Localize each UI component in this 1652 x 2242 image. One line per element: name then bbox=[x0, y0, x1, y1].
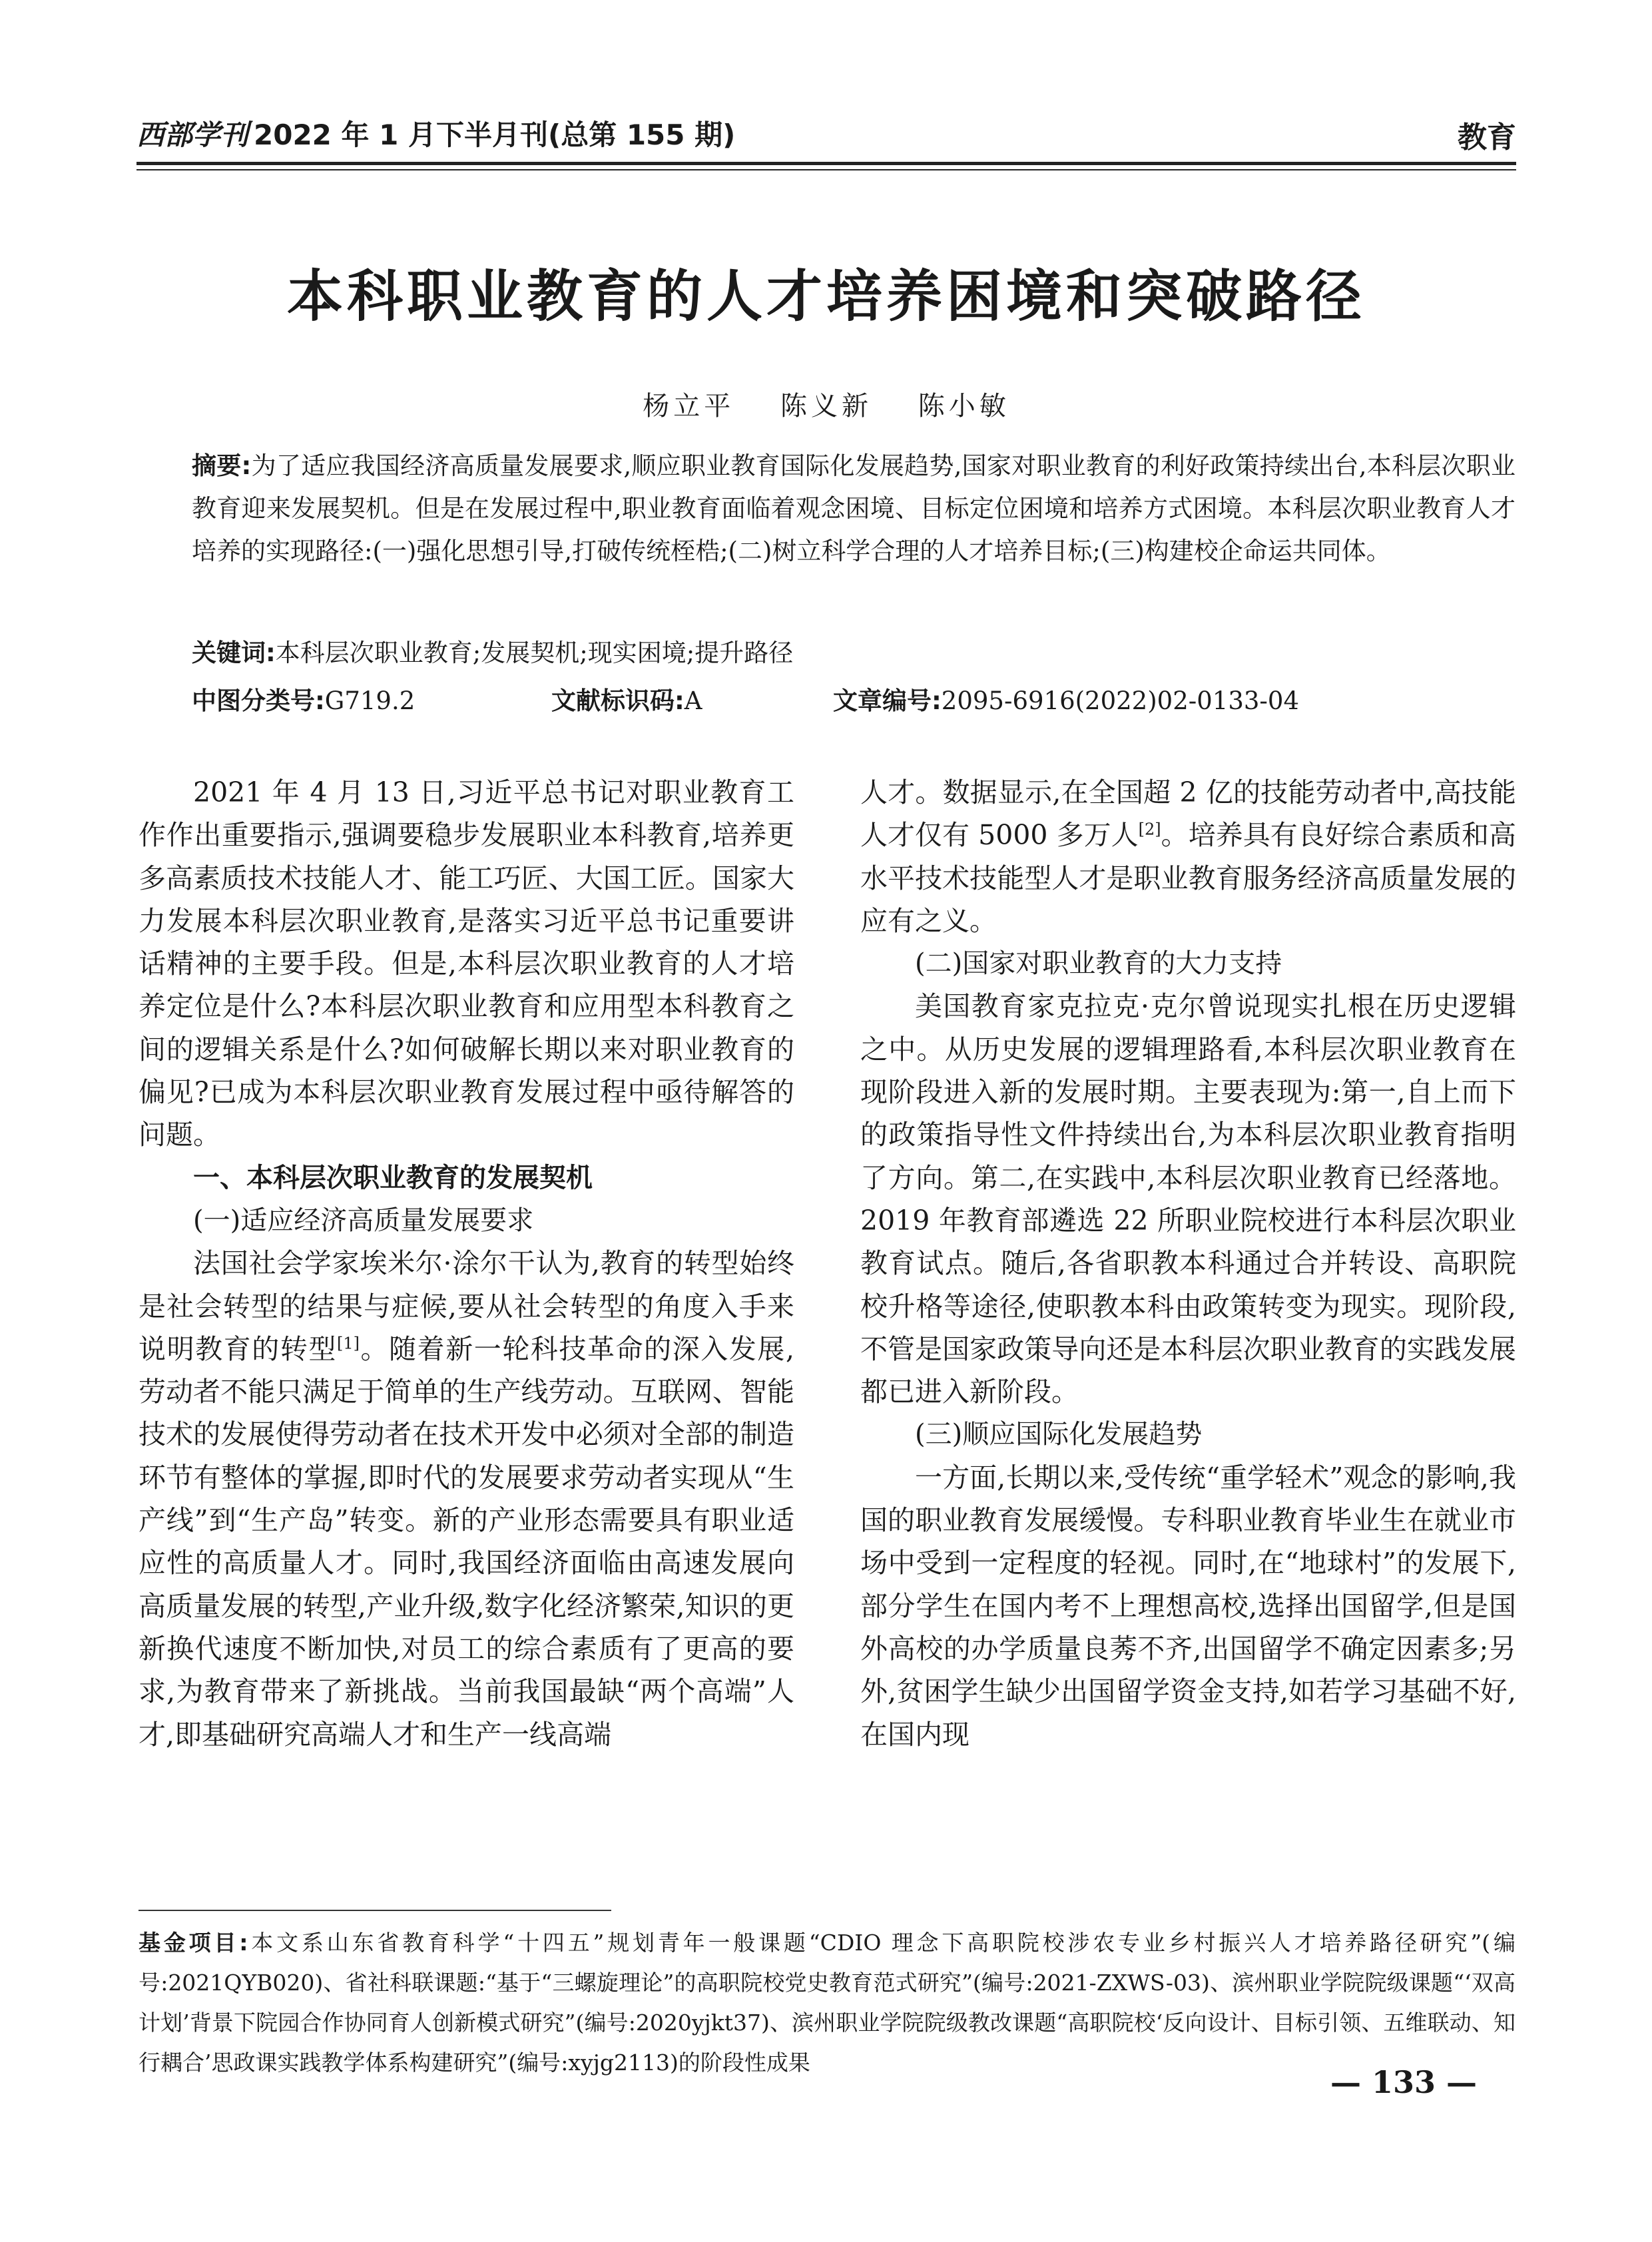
author-name: 陈义新 bbox=[780, 391, 872, 421]
header-divider bbox=[137, 162, 1516, 170]
doc-code-value: A bbox=[684, 687, 702, 715]
issue-info: 2022 年 1 月下半月刊(总第 155 期) bbox=[254, 119, 736, 151]
paragraph: 美国教育家克拉克·克尔曾说现实扎根在历史逻辑之中。从历史发展的逻辑理路看,本科层次职业教育在现阶段进入新的发展时期。主要表现为:第一,自上而下的政策指导性文件持续出台,为本科层次职业教育指明了方向。第二,在实践中,本科层次职业教育已经落地。2019 年教育部遴选 22 所职业院校进行本科层次职业教育试点。随后,各省职教本科通过合并转设、高职院校升格等途径,使职教本科由政策转变为现实。现阶段,不管是国家政策导向还是本科层次职业教育的实践发展都已进入新阶段。 bbox=[860, 990, 1516, 1408]
clc-value: G719.2 bbox=[324, 687, 415, 715]
paragraph bbox=[138, 1242, 794, 1756]
page-number: — 133 — bbox=[1330, 2064, 1478, 2100]
paragraph-text: 法国社会学家埃米尔·涂尔干认为,教育的转型始终是社会转型的结果与症候,要从社会转型的角度入手来说明教育的转型 bbox=[138, 1247, 794, 1365]
keywords bbox=[192, 633, 1515, 669]
abstract-text: 为了适应我国经济高质量发展要求,顺应职业教育国际化发展趋势,国家对职业教育的利好政策持续出台,本科层次职业教育迎来发展契机。但是在发展过程中,职业教育面临着观念困境、目标定位困境和培养方式困境。本科层次职业教育人才培养的实现路径:(一)强化思想引导,打破传统桎梏;(二)树立科学合理的人才培养目标;(三)构建校企命运共同体。 bbox=[192, 451, 1516, 565]
subsection-heading: (二)国家对职业教育的大力支持 bbox=[915, 948, 1282, 980]
article-title: 本科职业教育的人才培养困境和突破路径 bbox=[286, 264, 1366, 329]
subsection-heading: (一)适应经济高质量发展要求 bbox=[193, 1205, 534, 1236]
section-heading: 一、本科层次职业教育的发展契机 bbox=[193, 1162, 593, 1193]
section-label: 教育 bbox=[1458, 121, 1516, 154]
abstract-label: 摘要: bbox=[192, 451, 252, 480]
funding-footnote bbox=[138, 1923, 1515, 2083]
citation-ref: [2] bbox=[1138, 820, 1161, 839]
footnote-divider bbox=[138, 1910, 611, 1911]
paragraph bbox=[860, 771, 1516, 942]
body-column-left bbox=[138, 771, 794, 1756]
running-header bbox=[137, 113, 735, 153]
article-no-field bbox=[833, 681, 1299, 716]
paragraph-text: 人才。数据显示,在全国超 2 亿的技能劳动者中,高技能人才仅有 5000 多万人 bbox=[860, 776, 1516, 852]
keywords-label: 关键词: bbox=[192, 639, 276, 667]
paragraph-text: 。培养具有良好综合素质和高水平技术技能型人才是职业教育服务经济高质量发展的应有之义。 bbox=[860, 819, 1516, 937]
article-no-value: 2095-6916(2022)02-0133-04 bbox=[941, 687, 1299, 715]
article-no-label: 文章编号: bbox=[833, 687, 942, 715]
classification-line bbox=[192, 681, 1515, 716]
footnote-text: 本文系山东省教育科学“十四五”规划青年一般课题“CDIO 理念下高职院校涉农专业乡村振兴人才培养路径研究”(编号:2021QYB020)、省社科联课题:“基于“三螺旋理论”的高职院校党史教育范式研究”(编号:2021-ZXWS-03)、滨州职业学院院级课题“‘双高计划’背景下院园合作协同育人创新模式研究”(编号:2020yjkt37)、滨州职业学院院级教改课题“高职院校‘反向设计、目标引领、五维联动、知行耦合’思政课实践教学体系构建研究”(编号:xyjg2113)的阶段性成果 bbox=[138, 1930, 1515, 2076]
paragraph-text: 。随着新一轮科技革命的深入发展,劳动者不能只满足于简单的生产线劳动。互联网、智能技术的发展使得劳动者在技术开发中必须对全部的制造环节有整体的掌握,即时代的发展要求劳动者实现从“生产线”到“生产岛”转变。新的产业形态需要具有职业适应性的高质量人才。同时,我国经济面临由高速发展向高质量发展的转型,产业升级,数字化经济繁荣,知识的更新换代速度不断加快,对员工的综合素质有了更高的要求,为教育带来了新挑战。当前我国最缺“两个高端”人才,即基础研究高端人才和生产一线高端 bbox=[138, 1332, 795, 1751]
clc-label: 中图分类号: bbox=[192, 687, 325, 715]
doc-code-label: 文献标识码: bbox=[551, 687, 685, 715]
footnote-label: 基金项目: bbox=[138, 1930, 248, 1956]
subsection-heading: (三)顺应国际化发展趋势 bbox=[915, 1419, 1203, 1450]
author-name: 陈小敏 bbox=[918, 391, 1010, 421]
clc-field bbox=[192, 687, 415, 715]
keywords-text: 本科层次职业教育;发展契机;现实困境;提升路径 bbox=[275, 639, 794, 667]
author-name: 杨立平 bbox=[643, 391, 735, 421]
abstract bbox=[192, 445, 1515, 573]
doc-code-field bbox=[551, 681, 702, 716]
paragraph: 一方面,长期以来,受传统“重学轻术”观念的影响,我国的职业教育发展缓慢。专科职业教育毕业生在就业市场中受到一定程度的轻视。同时,在“地球村”的发展下,部分学生在国内考不上理想高校,选择出国留学,但是国外高校的办学质量良莠不齐,出国留学不确定因素多;另外,贫困学生缺少出国留学资金支持,如若学习基础不好,在国内现 bbox=[860, 1461, 1516, 1751]
journal-name: 西部学刊 bbox=[137, 119, 249, 151]
citation-ref: [1] bbox=[336, 1334, 360, 1353]
paragraph: 2021 年 4 月 13 日,习近平总书记对职业教育工作作出重要指示,强调要稳步发展职业本科教育,培养更多高素质技术技能人才、能工巧匠、大国工匠。国家大力发展本科层次职业教育,是落实习近平总书记重要讲话精神的主要手段。但是,本科层次职业教育的人才培养定位是什么?本科层次职业教育和应用型本科教育之间的逻辑关系是什么?如何破解长期以来对职业教育的偏见?已成为本科层次职业教育发展过程中亟待解答的问题。 bbox=[138, 776, 794, 1151]
body-column-right bbox=[860, 771, 1516, 1756]
author-list bbox=[137, 385, 1516, 423]
